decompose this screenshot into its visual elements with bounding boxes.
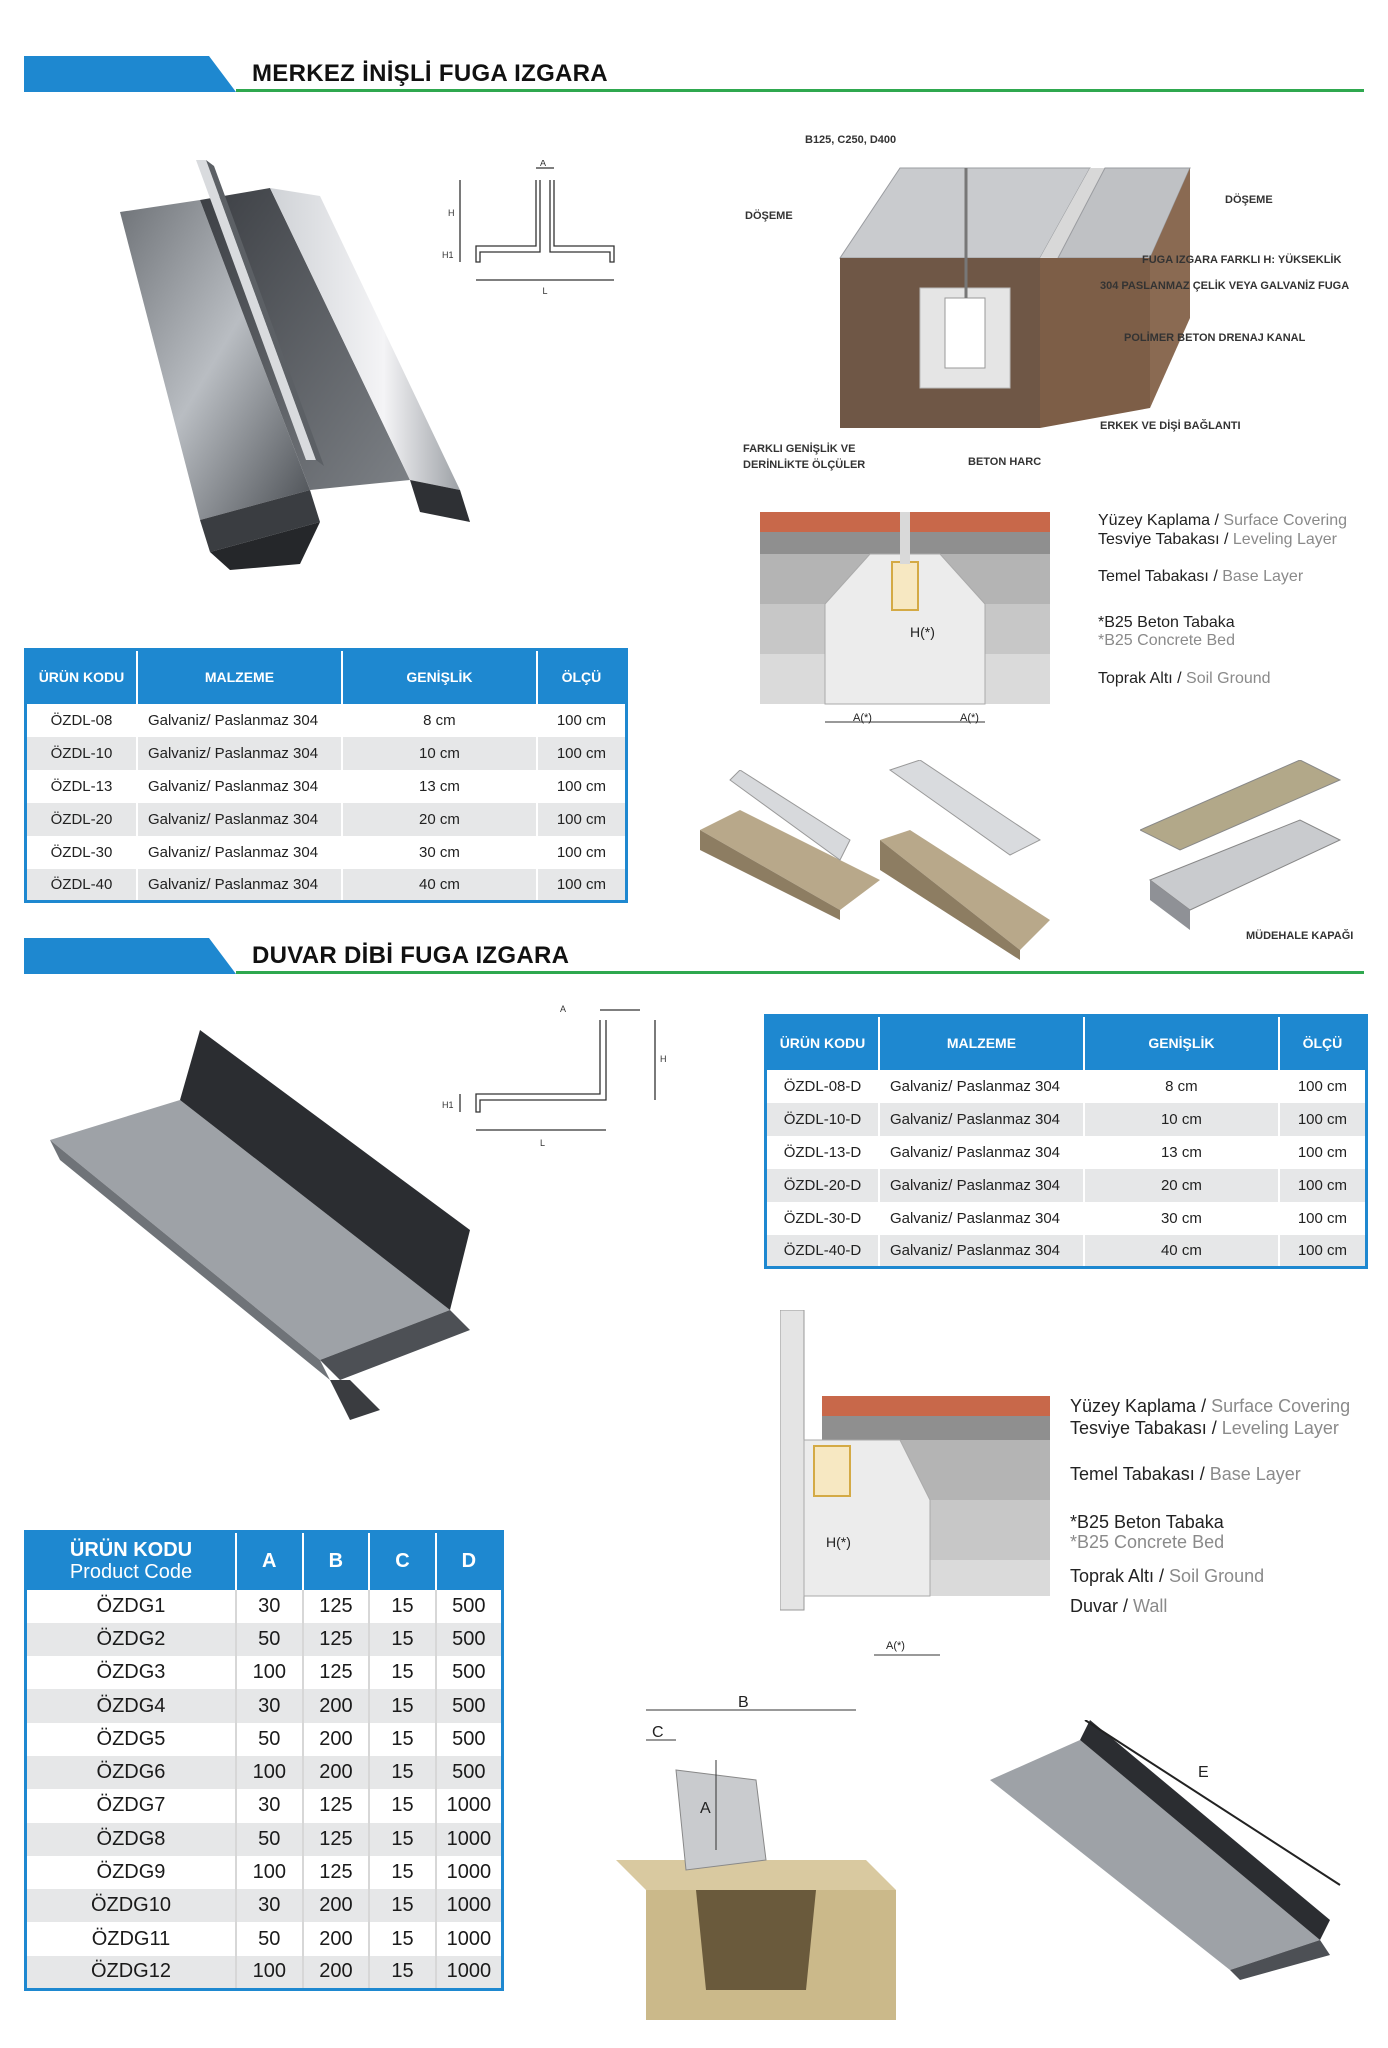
label-floor-right: DÖŞEME: [1225, 194, 1273, 206]
table-row: [26, 704, 627, 737]
table-row: [26, 1723, 503, 1756]
cell-size: 100 cm: [537, 803, 627, 836]
cell-width: 10 cm: [342, 737, 537, 770]
cell-size: 100 cm: [537, 704, 627, 737]
cell-dimension: 125: [303, 1623, 370, 1656]
dim-l-label: L: [542, 286, 548, 296]
cell-dimension: 50: [236, 1623, 303, 1656]
dim-h-label: H: [448, 208, 455, 218]
table-row: [26, 869, 627, 902]
cell-dimension: 30: [236, 1590, 303, 1623]
cell-code: ÖZDL-08-D: [766, 1070, 879, 1103]
table-row: [26, 1823, 503, 1856]
cell-material: Galvaniz/ Paslanmaz 304: [137, 770, 342, 803]
cell-dimension: 200: [303, 1956, 370, 1989]
cell-size: 100 cm: [1279, 1136, 1367, 1169]
cell-material: Galvaniz/ Paslanmaz 304: [879, 1169, 1084, 1202]
center-grate-drawing: [440, 160, 650, 310]
cell-product-code: ÖZDG12: [26, 1956, 236, 1989]
table-row: [766, 1070, 1367, 1103]
table-row: [26, 803, 627, 836]
cell-width: 30 cm: [1084, 1202, 1279, 1235]
table-row: [766, 1169, 1367, 1202]
label-joint: ERKEK VE DİŞİ BAĞLANTI: [1100, 420, 1241, 432]
cross-section-center: [760, 512, 1050, 732]
layer-leveling: Tesviye Tabakası / Leveling Layer: [1070, 1418, 1339, 1438]
cell-dimension: 125: [303, 1789, 370, 1822]
layer-base: Temel Tabakası / Base Layer: [1070, 1464, 1301, 1484]
section-title: MERKEZ İNİŞLİ FUGA IZGARA: [252, 60, 608, 87]
cross-section-wall: [780, 1310, 1050, 1670]
wall-grate-length-photo: [990, 1720, 1360, 1980]
cell-material: Galvaniz/ Paslanmaz 304: [137, 704, 342, 737]
cell-dimension: 15: [369, 1590, 435, 1623]
center-grate-table: [24, 648, 628, 903]
cell-dimension: 15: [369, 1889, 435, 1922]
col-product-code: [26, 1532, 236, 1590]
table-row: [26, 1856, 503, 1889]
cell-code: ÖZDL-13: [26, 770, 137, 803]
cell-material: Galvaniz/ Paslanmaz 304: [137, 803, 342, 836]
dim-a-label: A: [560, 1004, 567, 1014]
dim-a-label: A: [700, 1800, 711, 1817]
header-rule: [236, 971, 1364, 974]
cell-size: 100 cm: [1279, 1070, 1367, 1103]
section-header-duvar: [24, 938, 1364, 974]
layer-concrete: *B25 Beton Tabaka: [1070, 1512, 1224, 1532]
cell-size: 100 cm: [1279, 1235, 1367, 1268]
header-rule: [236, 89, 1364, 92]
table-row: [26, 1590, 503, 1623]
cross-section-a-right: A(*): [960, 712, 979, 724]
channel-photo-1: [700, 770, 880, 920]
cell-product-code: ÖZDG5: [26, 1723, 236, 1756]
cell-product-code: ÖZDG6: [26, 1756, 236, 1789]
cell-dimension: 15: [369, 1689, 435, 1722]
col-size: ÖLÇÜ: [1279, 1016, 1367, 1070]
col-code: ÜRÜN KODU: [766, 1016, 879, 1070]
cell-dimension: 100: [236, 1756, 303, 1789]
cell-size: 100 cm: [1279, 1202, 1367, 1235]
cell-dimension: 30: [236, 1689, 303, 1722]
cell-dimension: 125: [303, 1656, 370, 1689]
label-grate-height: FUGA IZGARA FARKLI H: YÜKSEKLİK: [1142, 254, 1342, 266]
cell-dimension: 100: [236, 1656, 303, 1689]
cell-width: 20 cm: [342, 803, 537, 836]
cell-product-code: ÖZDG11: [26, 1922, 236, 1955]
label-sizes-2: DERİNLİKTE ÖLÇÜLER: [743, 459, 866, 471]
col-width: GENİŞLİK: [1084, 1016, 1279, 1070]
label-load-class: B125, C250, D400: [805, 134, 897, 146]
cell-material: Galvaniz/ Paslanmaz 304: [137, 737, 342, 770]
cell-dimension: 30: [236, 1789, 303, 1822]
cell-dimension: 500: [452, 1594, 486, 1617]
table-row: [26, 1889, 503, 1922]
cell-dimension: 100: [236, 1956, 303, 1989]
table-header-row: [26, 650, 627, 704]
table-row: [26, 836, 627, 869]
cell-product-code: ÖZDG7: [26, 1789, 236, 1822]
cell-product-code: ÖZDG9: [26, 1856, 236, 1889]
col-product-code-en: Product Code: [69, 1561, 193, 1584]
label-mortar: BETON HARC: [968, 456, 1042, 468]
cell-size: 100 cm: [537, 737, 627, 770]
col-product-code-tr: ÜRÜN KODU: [69, 1539, 193, 1562]
cell-code: ÖZDL-10-D: [766, 1103, 879, 1136]
access-cover-label: MÜDEHALE KAPAĞI: [1246, 930, 1354, 942]
cell-dimension: 1000: [436, 1956, 503, 1989]
cell-dimension: 15: [369, 1756, 435, 1789]
dim-h1-label: H1: [442, 250, 454, 260]
cell-dimension: 15: [369, 1789, 435, 1822]
cell-product-code: ÖZDG1: [26, 1590, 236, 1623]
dim-e-label: E: [1198, 1764, 1209, 1781]
cell-dimension: 30: [236, 1889, 303, 1922]
label-polymer: POLİMER BETON DRENAJ KANAL: [1124, 332, 1306, 344]
layer-base: Temel Tabakası / Base Layer: [1098, 568, 1304, 585]
dim-h-label: H: [660, 1054, 667, 1064]
table-header-row: [26, 1532, 503, 1590]
cell-dimension: 500: [436, 1756, 503, 1789]
col-width: GENİŞLİK: [342, 650, 537, 704]
cell-dimension: 1000: [446, 1861, 492, 1884]
cell-product-code: ÖZDG2: [26, 1623, 236, 1656]
cell-dimension: 200: [303, 1723, 370, 1756]
cross-section-a-left: A(*): [853, 712, 872, 724]
dim-h1-label: H1: [442, 1100, 454, 1110]
cell-dimension: 50: [236, 1823, 303, 1856]
header-tab: [24, 56, 236, 92]
cell-width: 40 cm: [342, 869, 537, 902]
cell-size: 100 cm: [537, 770, 627, 803]
layer-surface: Yüzey Kaplama / Surface Covering: [1098, 512, 1348, 529]
col-b: B: [303, 1532, 370, 1590]
table-row: [26, 1656, 503, 1689]
dim-b-label: B: [738, 1694, 749, 1711]
section-title: DUVAR DİBİ FUGA IZGARA: [252, 942, 570, 969]
cell-dimension: 125: [303, 1590, 370, 1623]
dim-c-label: C: [652, 1724, 664, 1741]
cell-dimension: 1000: [436, 1823, 503, 1856]
col-c: C: [369, 1532, 435, 1590]
layer-concrete-en: *B25 Concrete Bed: [1070, 1532, 1225, 1552]
table-row: [26, 770, 627, 803]
col-size: ÖLÇÜ: [537, 650, 627, 704]
cell-width: 13 cm: [342, 770, 537, 803]
col-material: MALZEME: [879, 1016, 1084, 1070]
table-row: [766, 1136, 1367, 1169]
cell-code: ÖZDL-40-D: [766, 1235, 879, 1268]
cell-width: 13 cm: [1084, 1136, 1279, 1169]
cell-dimension: 125: [303, 1856, 370, 1889]
cell-dimension: 1000: [446, 1794, 492, 1817]
cell-dimension: 200: [303, 1889, 370, 1922]
col-a: A: [236, 1532, 303, 1590]
cell-code: ÖZDL-08: [26, 704, 137, 737]
layer-concrete-en: *B25 Concrete Bed: [1098, 632, 1235, 649]
cell-dimension: 200: [303, 1756, 370, 1789]
layer-surface: Yüzey Kaplama / Surface Covering: [1070, 1396, 1351, 1416]
cell-dimension: 15: [369, 1623, 435, 1656]
cell-material: Galvaniz/ Paslanmaz 304: [137, 869, 342, 902]
cell-dimension: 500: [436, 1623, 503, 1656]
layer-leveling: Tesviye Tabakası / Leveling Layer: [1098, 531, 1337, 548]
table-row: [26, 1623, 503, 1656]
cell-code: ÖZDL-30-D: [766, 1202, 879, 1235]
cross-section-a-mark: A(*): [886, 1640, 905, 1652]
label-sizes-1: FARKLI GENİŞLİK VE: [743, 443, 856, 455]
layer-soil: Toprak Altı / Soil Ground: [1070, 1566, 1265, 1586]
cell-dimension: 100: [236, 1856, 303, 1889]
cell-dimension: 125: [303, 1823, 370, 1856]
cell-material: Galvaniz/ Paslanmaz 304: [879, 1235, 1084, 1268]
layer-soil: Toprak Altı / Soil Ground: [1098, 670, 1271, 687]
table-row: [26, 1689, 503, 1722]
cell-dimension: 15: [369, 1922, 435, 1955]
cross-section-h-mark: H(*): [910, 624, 935, 640]
cell-dimension: 15: [369, 1956, 435, 1989]
cell-product-code: ÖZDG3: [26, 1656, 236, 1689]
cell-dimension: 1000: [446, 1927, 492, 1950]
cell-size: 100 cm: [537, 836, 627, 869]
cell-product-code: ÖZDG10: [26, 1889, 236, 1922]
installation-diagram: [740, 128, 1360, 478]
cell-dimension: 500: [452, 1727, 486, 1750]
channel-photo-2: [880, 760, 1050, 960]
cell-dimension: 500: [436, 1689, 503, 1722]
table-row: [26, 1756, 503, 1789]
dimensions-table: [24, 1530, 504, 1991]
cell-width: 8 cm: [342, 704, 537, 737]
table-row: [26, 737, 627, 770]
dim-l-label: L: [540, 1138, 546, 1148]
cell-code: ÖZDL-40: [26, 869, 137, 902]
cell-material: Galvaniz/ Paslanmaz 304: [879, 1103, 1084, 1136]
col-code: ÜRÜN KODU: [26, 650, 137, 704]
cell-material: Galvaniz/ Paslanmaz 304: [137, 836, 342, 869]
cell-code: ÖZDL-30: [26, 836, 137, 869]
cell-dimension: 50: [236, 1723, 303, 1756]
cell-material: Galvaniz/ Paslanmaz 304: [879, 1070, 1084, 1103]
label-floor-left: DÖŞEME: [745, 210, 793, 222]
cell-size: 100 cm: [1279, 1169, 1367, 1202]
access-cover-photo: [1140, 760, 1350, 940]
cell-code: ÖZDL-20-D: [766, 1169, 879, 1202]
table-row: [766, 1235, 1367, 1268]
cell-dimension: 200: [303, 1922, 370, 1955]
cell-dimension: 15: [369, 1823, 435, 1856]
table-row: [766, 1202, 1367, 1235]
table-row: [26, 1789, 503, 1822]
wall-grate-drawing: [440, 1000, 670, 1160]
cell-code: ÖZDL-13-D: [766, 1136, 879, 1169]
cell-width: 20 cm: [1084, 1169, 1279, 1202]
layer-concrete: *B25 Beton Tabaka: [1098, 614, 1235, 631]
col-d: D: [436, 1532, 503, 1590]
cell-dimension: 1000: [436, 1889, 503, 1922]
wall-grate-table: [764, 1014, 1368, 1269]
cell-material: Galvaniz/ Paslanmaz 304: [879, 1136, 1084, 1169]
table-header-row: [766, 1016, 1367, 1070]
cell-product-code: ÖZDG4: [26, 1689, 236, 1722]
cell-code: ÖZDL-10: [26, 737, 137, 770]
cell-product-code: ÖZDG8: [26, 1823, 236, 1856]
section-header-merkez: [24, 56, 1364, 92]
cross-section-h-mark: H(*): [826, 1534, 851, 1550]
cell-dimension: 15: [369, 1656, 435, 1689]
cell-code: ÖZDL-20: [26, 803, 137, 836]
cell-dimension: 15: [369, 1723, 435, 1756]
cell-width: 8 cm: [1084, 1070, 1279, 1103]
table-row: [26, 1922, 503, 1955]
header-tab: [24, 938, 236, 974]
col-material: MALZEME: [137, 650, 342, 704]
cell-size: 100 cm: [1279, 1103, 1367, 1136]
cell-width: 10 cm: [1084, 1103, 1279, 1136]
table-row: [766, 1103, 1367, 1136]
label-steel: 304 PASLANMAZ ÇELİK VEYA GALVANİZ FUGA: [1100, 280, 1350, 292]
cell-dimension: 200: [303, 1689, 370, 1722]
cell-dimension: 50: [236, 1922, 303, 1955]
dim-a-label: A: [539, 160, 547, 168]
cell-dimension: 15: [369, 1856, 435, 1889]
cell-width: 40 cm: [1084, 1235, 1279, 1268]
layer-wall: Duvar / Wall: [1070, 1596, 1168, 1616]
cell-material: Galvaniz/ Paslanmaz 304: [879, 1202, 1084, 1235]
cell-dimension: 500: [452, 1661, 486, 1684]
cell-width: 30 cm: [342, 836, 537, 869]
cell-size: 100 cm: [537, 869, 627, 902]
table-row: [26, 1956, 503, 1989]
